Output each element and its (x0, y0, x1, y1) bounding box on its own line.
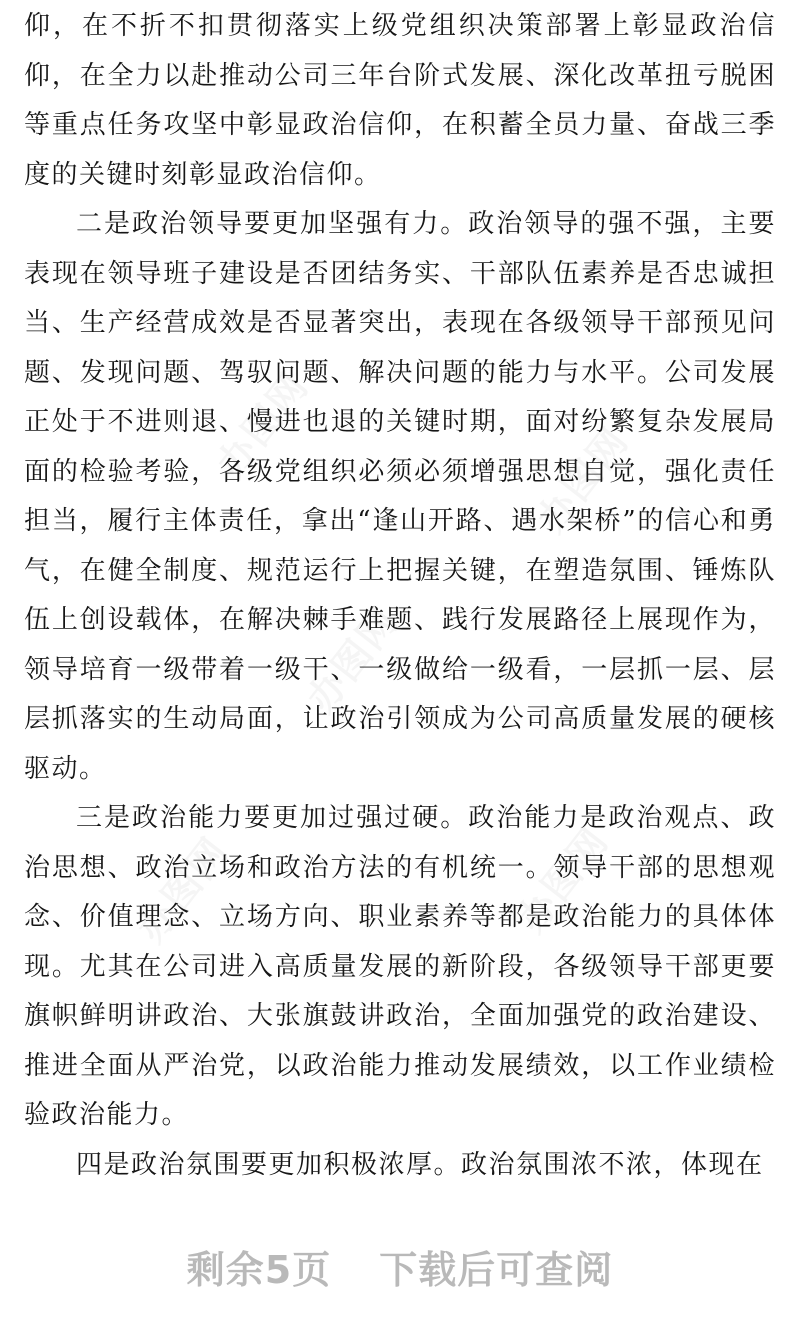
watermark: 办图网 (128, 828, 238, 951)
remaining-pages-label: 剩余5页 (186, 1247, 332, 1292)
document-body (24, 0, 776, 1190)
watermark: 办图网 (208, 363, 318, 486)
watermark: 办图网 (508, 818, 618, 941)
paragraph-political-ability: 三是政治能力要更加过强过硬。政治能力是政治观点、政治思想、政治立场和政治方法的有机统一。领导干部的思想观念、价值理念、立场方向、职业素养等都是政治能力的具体体现。尤其在公司进入高质量发展的新阶段，各级领导干部更要旗帜鲜明讲政治、大张旗鼓讲政治，全面加强党的政治建设、推进全面从严治党，以政治能力推动发展绩效，以工作业绩检验政治能力。 (24, 803, 776, 1130)
paragraph-political-atmosphere: 四是政治氛围要更加积极浓厚。政治氛围浓不浓，体现在 (76, 1149, 764, 1180)
download-banner[interactable] (0, 1236, 800, 1296)
watermark: 办图网 (528, 418, 638, 541)
watermark: 办图网 (298, 598, 408, 721)
download-to-view-label: 下载后可查阅 (379, 1247, 614, 1292)
paragraph-political-leadership: 二是政治领导要更加坚强有力。政治领导的强不强，主要表现在领导班子建设是否团结务实、干部队伍素养是否忠诚担当、生产经营成效是否显著突出，表现在各级领导干部预见问题、发现问题、驾驭问题、解决问题的能力与水平。公司发展正处于不进则退、慢进也退的关键时期，面对纷繁复杂发展局面的检验考验，各级党组织必须必须增强思想自觉，强化责任担当，履行主体责任，拿出“逢山开路、遇水架桥”的信心和勇气，在健全制度、规范运行上把握关键，在塑造氛围、锤炼队伍上创设载体，在解决棘手难题、践行发展路径上展现作为，领导培育一级带着一级干、一级做给一级看，一层抓一层、层层抓落实的生动局面，让政治引领成为公司高质量发展的硬核驱动。 (24, 209, 776, 784)
paragraph-continued: 仰，在不折不扣贯彻落实上级党组织决策部署上彰显政治信仰，在全力以赴推动公司三年台阶式发展、深化改革扭亏脱困等重点任务攻坚中彰显政治信仰，在积蓄全员力量、奋战三季度的关键时刻彰显政治信仰。 (24, 11, 776, 190)
